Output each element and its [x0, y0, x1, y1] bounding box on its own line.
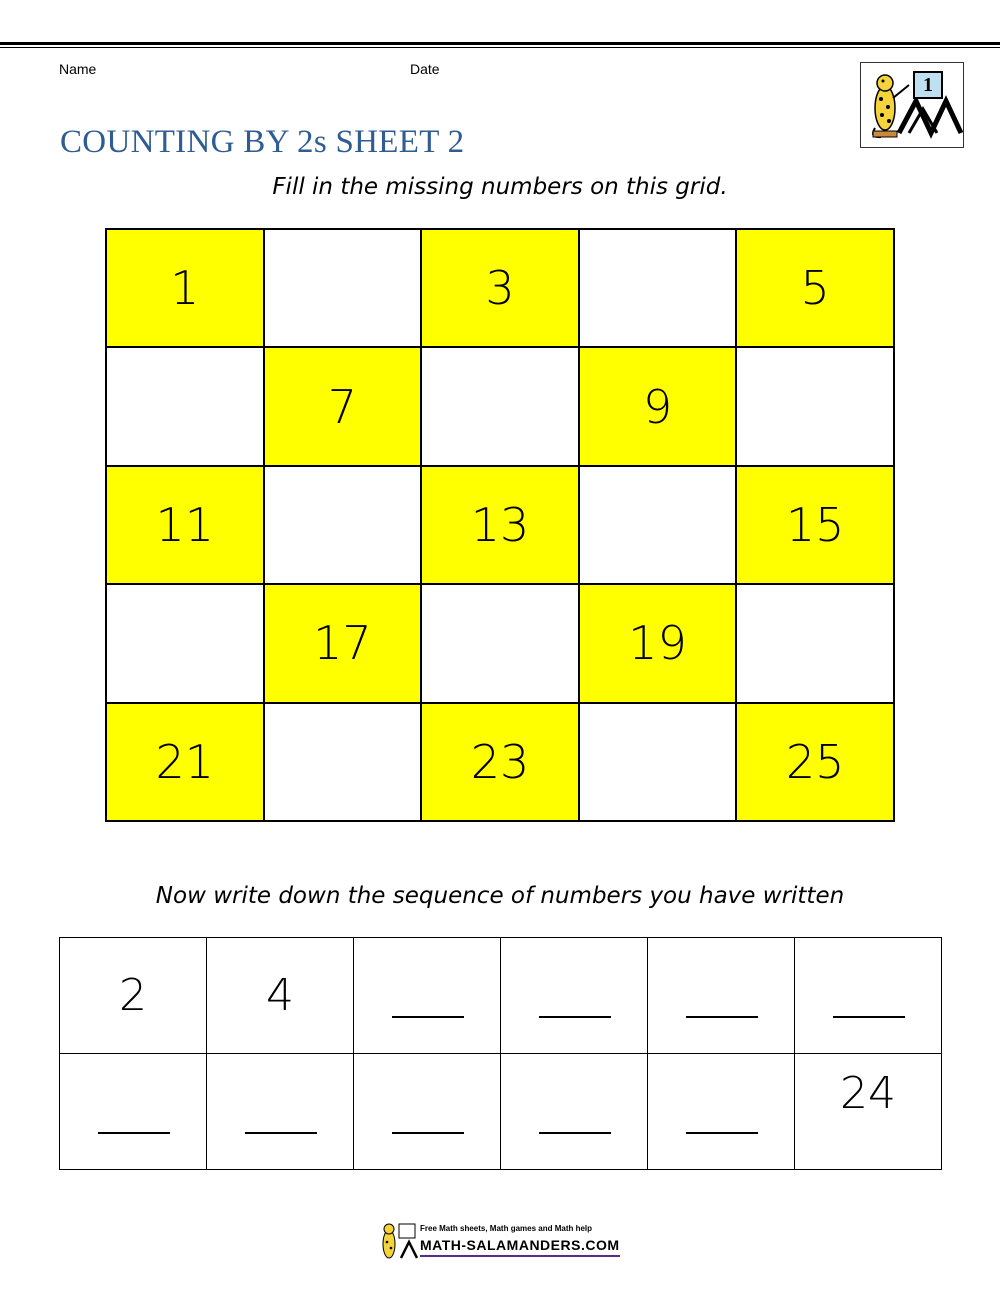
- sequence-cell-blank[interactable]: [354, 1054, 501, 1170]
- salamander-logo: [860, 62, 964, 148]
- sequence-cell-blank[interactable]: [648, 938, 795, 1054]
- sequence-cell-blank[interactable]: [354, 938, 501, 1054]
- salamander-logo-icon: [861, 63, 963, 147]
- grid-cell-blank[interactable]: [737, 585, 895, 703]
- answer-line: [539, 1132, 611, 1134]
- grid-cell-1: 1: [107, 230, 265, 348]
- top-rule-thin: [0, 47, 1000, 48]
- grid-cell-17: 17: [265, 585, 423, 703]
- grid-cell-blank[interactable]: [422, 348, 580, 466]
- footer-underline: [420, 1255, 620, 1257]
- name-label: Name: [59, 61, 97, 77]
- answer-line: [833, 1016, 905, 1018]
- number-grid: [105, 228, 895, 822]
- footer-site: MATH-SALAMANDERS.COM: [420, 1237, 620, 1253]
- grid-cell-blank[interactable]: [422, 585, 580, 703]
- grid-cell-11: 11: [107, 467, 265, 585]
- grid-cell-7: 7: [265, 348, 423, 466]
- sequence-value: 2: [119, 970, 147, 1021]
- sequence-cell-blank[interactable]: [501, 938, 648, 1054]
- grid-cell-19: 19: [580, 585, 738, 703]
- sequence-cell-2: [60, 938, 207, 1054]
- answer-line: [686, 1132, 758, 1134]
- sequence-value: 4: [266, 970, 294, 1021]
- grid-cell-13: 13: [422, 467, 580, 585]
- date-label: Date: [410, 61, 440, 77]
- sequence-cell-blank[interactable]: [207, 1054, 354, 1170]
- grid-cell-25: 25: [737, 704, 895, 822]
- sequence-cell-blank[interactable]: [648, 1054, 795, 1170]
- sequence-cell-4: [207, 938, 354, 1054]
- answer-line: [392, 1016, 464, 1018]
- answer-line: [539, 1016, 611, 1018]
- answer-line: [98, 1132, 170, 1134]
- grid-cell-blank[interactable]: [580, 467, 738, 585]
- answer-line: [686, 1016, 758, 1018]
- grid-cell-blank[interactable]: [107, 585, 265, 703]
- sequence-cell-24: [795, 1054, 942, 1170]
- grid-cell-blank[interactable]: [265, 230, 423, 348]
- answer-line: [392, 1132, 464, 1134]
- sequence-value: 24: [840, 1068, 896, 1119]
- sequence-instruction: Now write down the sequence of numbers you have written: [155, 883, 845, 909]
- sequence-cell-blank[interactable]: [795, 938, 942, 1054]
- grid-cell-23: 23: [422, 704, 580, 822]
- grid-cell-blank[interactable]: [737, 348, 895, 466]
- grid-cell-5: 5: [737, 230, 895, 348]
- grid-cell-3: 3: [422, 230, 580, 348]
- footer-tagline: Free Math sheets, Math games and Math help: [420, 1224, 593, 1233]
- grid-cell-15: 15: [737, 467, 895, 585]
- sequence-cell-blank[interactable]: [60, 1054, 207, 1170]
- grid-cell-blank[interactable]: [265, 467, 423, 585]
- grade-number: 1: [923, 73, 933, 96]
- grid-cell-blank[interactable]: [107, 348, 265, 466]
- grid-cell-blank[interactable]: [265, 704, 423, 822]
- grid-instruction: Fill in the missing numbers on this grid.: [272, 174, 728, 200]
- top-rule: [0, 42, 1000, 45]
- sequence-cell-blank[interactable]: [501, 1054, 648, 1170]
- grid-cell-blank[interactable]: [580, 230, 738, 348]
- grid-cell-9: 9: [580, 348, 738, 466]
- grid-cell-blank[interactable]: [580, 704, 738, 822]
- sequence-table: [59, 937, 942, 1170]
- grade-badge: [913, 71, 943, 99]
- page-title: COUNTING BY 2s SHEET 2: [60, 124, 465, 160]
- answer-line: [245, 1132, 317, 1134]
- grid-cell-21: 21: [107, 704, 265, 822]
